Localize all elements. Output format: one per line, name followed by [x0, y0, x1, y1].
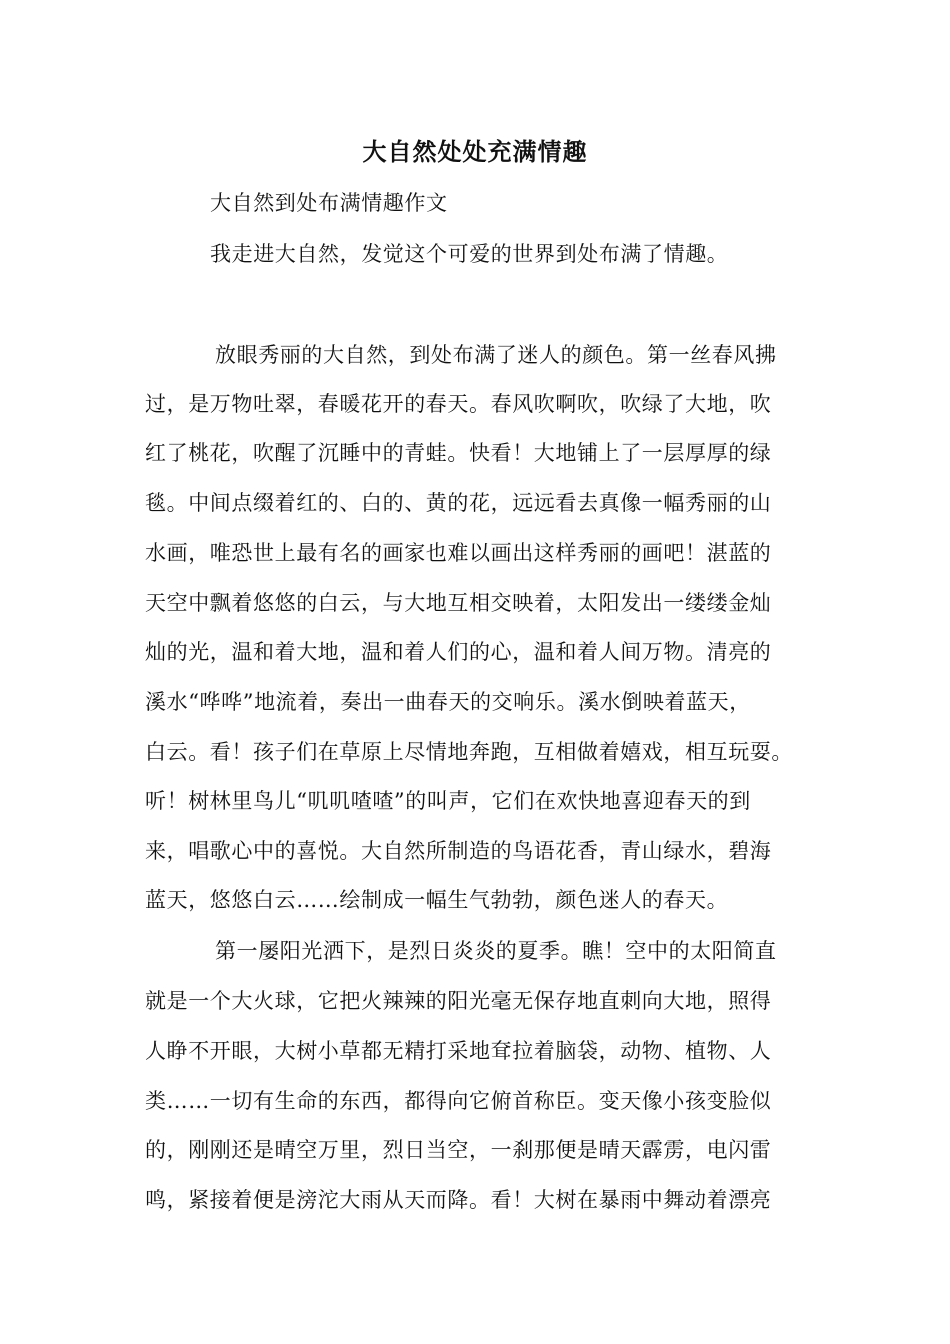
paragraph-line: 来，唱歌心中的喜悦。大自然所制造的鸟语花香，青山绿水，碧海 — [145, 839, 772, 863]
intro-line: 我走进大自然，发觉这个可爱的世界到处布满了情趣。 — [210, 242, 729, 266]
paragraph-line: 溪水“哗哗”地流着，奏出一曲春天的交响乐。溪水倒映着蓝天， — [145, 690, 751, 714]
paragraph-line: 白云。看！孩子们在草原上尽情地奔跑，互相做着嬉戏，相互玩耍。 — [145, 740, 793, 764]
paragraph-line: 过，是万物吐翠，春暖花开的春天。春风吹啊吹，吹绿了大地，吹 — [145, 392, 772, 416]
paragraph-line: 第一屡阳光洒下，是烈日炎炎的夏季。瞧！空中的太阳简直 — [215, 939, 777, 963]
paragraph-line: 水画，唯恐世上最有名的画家也难以画出这样秀丽的画吧！湛蓝的 — [145, 541, 772, 565]
paragraph-line: 毯。中间点缀着红的、白的、黄的花，远远看去真像一幅秀丽的山 — [145, 491, 772, 515]
paragraph-line: 天空中飘着悠悠的白云，与大地互相交映着，太阳发出一缕缕金灿 — [145, 591, 772, 615]
paragraph-line: 放眼秀丽的大自然，到处布满了迷人的颜色。第一丝春风拂 — [215, 343, 777, 367]
paragraph-line: 就是一个大火球，它把火辣辣的阳光毫无保存地直刺向大地，照得 — [145, 989, 772, 1013]
paragraph-line: 蓝天，悠悠白云……绘制成一幅生气勃勃，颜色迷人的春天。 — [145, 888, 729, 912]
document-subtitle: 大自然到处布满情趣作文 — [210, 191, 448, 215]
paragraph-line: 红了桃花，吹醒了沉睡中的青蛙。快看！大地铺上了一层厚厚的绿 — [145, 441, 772, 465]
paragraph-line: 鸣，紧接着便是滂沱大雨从天而降。看！大树在暴雨中舞动着漂亮 — [145, 1188, 772, 1212]
paragraph-line: 听！树林里鸟儿“叽叽喳喳”的叫声，它们在欢快地喜迎春天的到 — [145, 789, 751, 813]
paragraph-line: 的，刚刚还是晴空万里，烈日当空，一刹那便是晴天霹雳，电闪雷 — [145, 1138, 772, 1162]
document-title: 大自然处处充满情趣 — [362, 137, 588, 166]
paragraph-line: 类……一切有生命的东西，都得向它俯首称臣。变天像小孩变脸似 — [145, 1089, 772, 1113]
paragraph-line: 灿的光，温和着大地，温和着人们的心，温和着人间万物。清亮的 — [145, 640, 772, 664]
paragraph-line: 人睁不开眼，大树小草都无精打采地耷拉着脑袋，动物、植物、人 — [145, 1039, 772, 1063]
